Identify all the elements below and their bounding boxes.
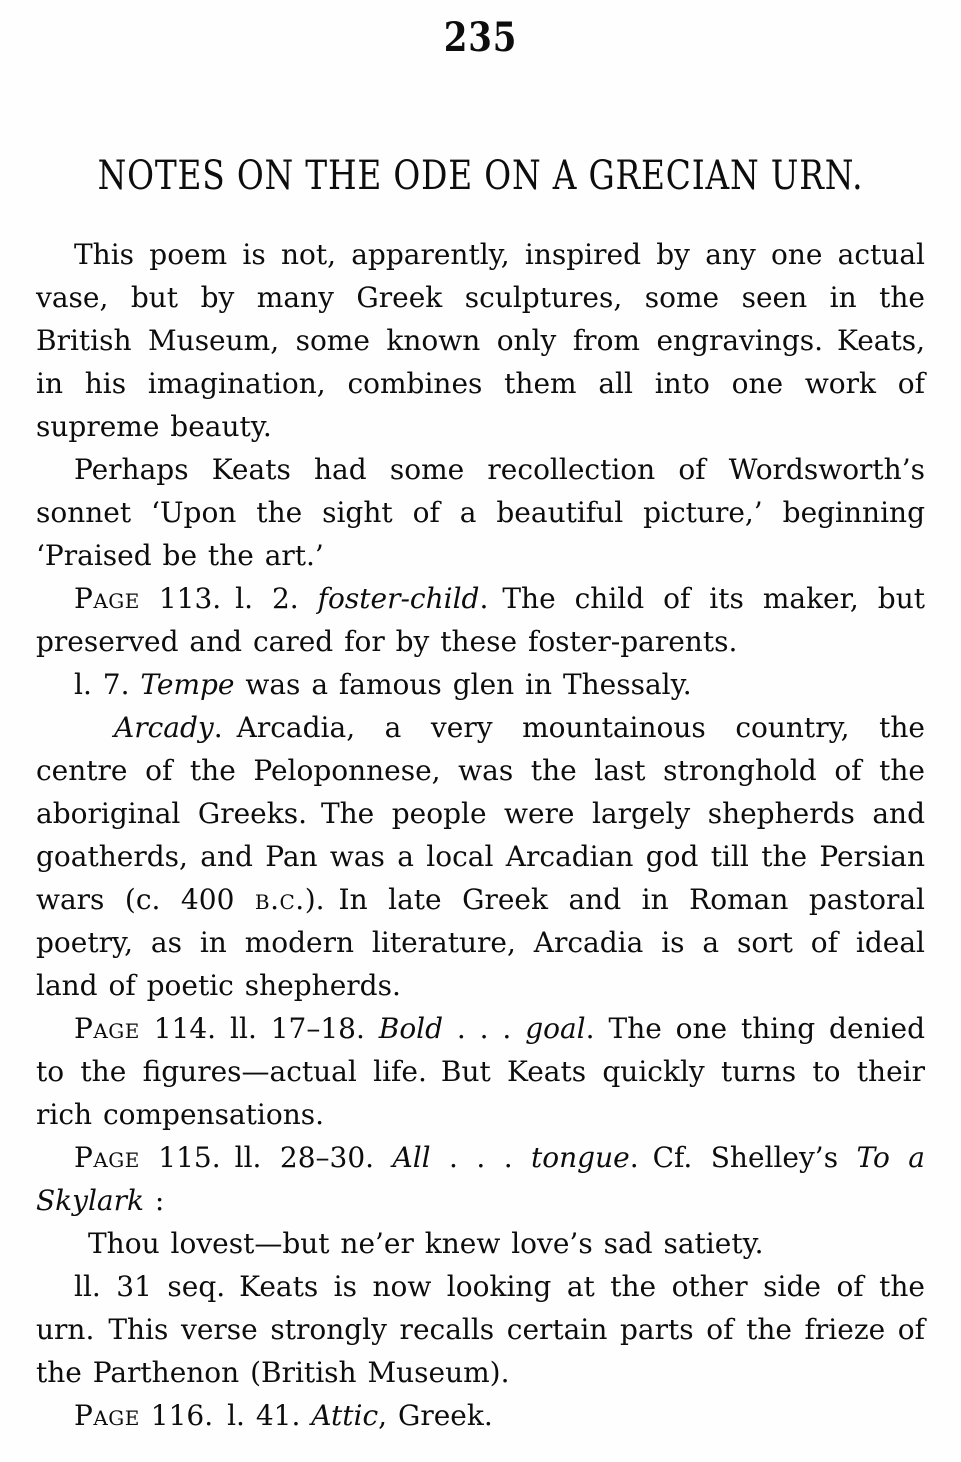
text-run: Page	[74, 1012, 140, 1045]
intro-paragraph	[36, 233, 925, 448]
page-number: 235	[443, 14, 518, 61]
text-run: 113. l. 2.	[139, 582, 318, 615]
text-run: Bold	[378, 1012, 444, 1045]
note-page-115	[36, 1136, 925, 1222]
text-run: Perhaps Keats had some recollection of Wordsworth’s sonnet ‘Upon the sight of a beautiful picture,’ beginning ‘Praised be the art.’	[36, 453, 925, 572]
note-line-7	[36, 663, 925, 706]
text-run: 115. ll. 28–30.	[139, 1141, 393, 1174]
wordsworth-paragraph	[36, 448, 925, 577]
text-run: Page	[74, 582, 140, 615]
text-run: . Cf. Shelley’s	[629, 1141, 857, 1174]
text-run: This poem is not, apparently, inspired by any one actual vase, but by many Greek sculptures, some seen in the British Museum, some known only from engravings. Keats, in his imagination, combines them all into one work of supreme beauty.	[36, 238, 925, 443]
text-run: Tempe	[140, 668, 235, 701]
text-run: 116. l. 41.	[139, 1399, 312, 1432]
note-page-113	[36, 577, 925, 663]
text-run: All	[392, 1141, 431, 1174]
text-run: . . .	[430, 1141, 532, 1174]
note-page-114	[36, 1007, 925, 1136]
page-body	[36, 233, 925, 1437]
note-lines-31	[36, 1265, 925, 1394]
text-run: Page	[74, 1141, 140, 1174]
text-run: b.c.	[254, 883, 305, 916]
note-arcady	[36, 706, 925, 1007]
text-run: , Greek.	[378, 1399, 493, 1432]
text-run: ). In late Greek and in Roman pastoral poetry, as in modern literature, Arcadia is a sort of ideal land of poetic shepherds.	[36, 883, 925, 1002]
text-run: tongue	[531, 1141, 630, 1174]
text-run: . . .	[443, 1012, 526, 1045]
text-run: . The child of its maker, but preserved and cared for by these foster-parents.	[36, 582, 925, 658]
text-run: :	[143, 1184, 165, 1217]
text-run: . Arcadia, a very mountainous country, the centre of the Peloponnese, was the last stronghold of the aboriginal Greeks. The people were largely shepherds and goatherds, and Pan was a local Arcadian god till the Persian wars (c. 400	[36, 711, 925, 916]
text-run: ll. 31 seq. Keats is now looking at the other side of the urn. This verse strongly recalls certain parts of the frieze of the Parthenon (British Museum).	[36, 1270, 925, 1389]
text-run: . The one thing denied to the figures—actual life. But Keats quickly turns to their rich compensations.	[36, 1012, 926, 1131]
text-run: Page	[74, 1399, 140, 1432]
text-run: To a Skylark	[36, 1141, 925, 1217]
page-heading: NOTES ON THE ODE ON A GRECIAN URN.	[97, 153, 864, 199]
text-run: foster-child	[317, 582, 480, 615]
text-run: Thou lovest—but ne’er knew love’s sad satiety.	[88, 1227, 764, 1260]
shelley-quote	[36, 1222, 925, 1265]
text-run: Attic	[311, 1399, 379, 1432]
text-run: 114. ll. 17–18.	[139, 1012, 379, 1045]
text-run: l. 7.	[74, 668, 141, 701]
note-page-116	[36, 1394, 925, 1437]
text-run: was a famous glen in Thessaly.	[234, 668, 692, 701]
text-run: goal	[525, 1012, 586, 1045]
text-run: Arcady	[114, 711, 214, 744]
